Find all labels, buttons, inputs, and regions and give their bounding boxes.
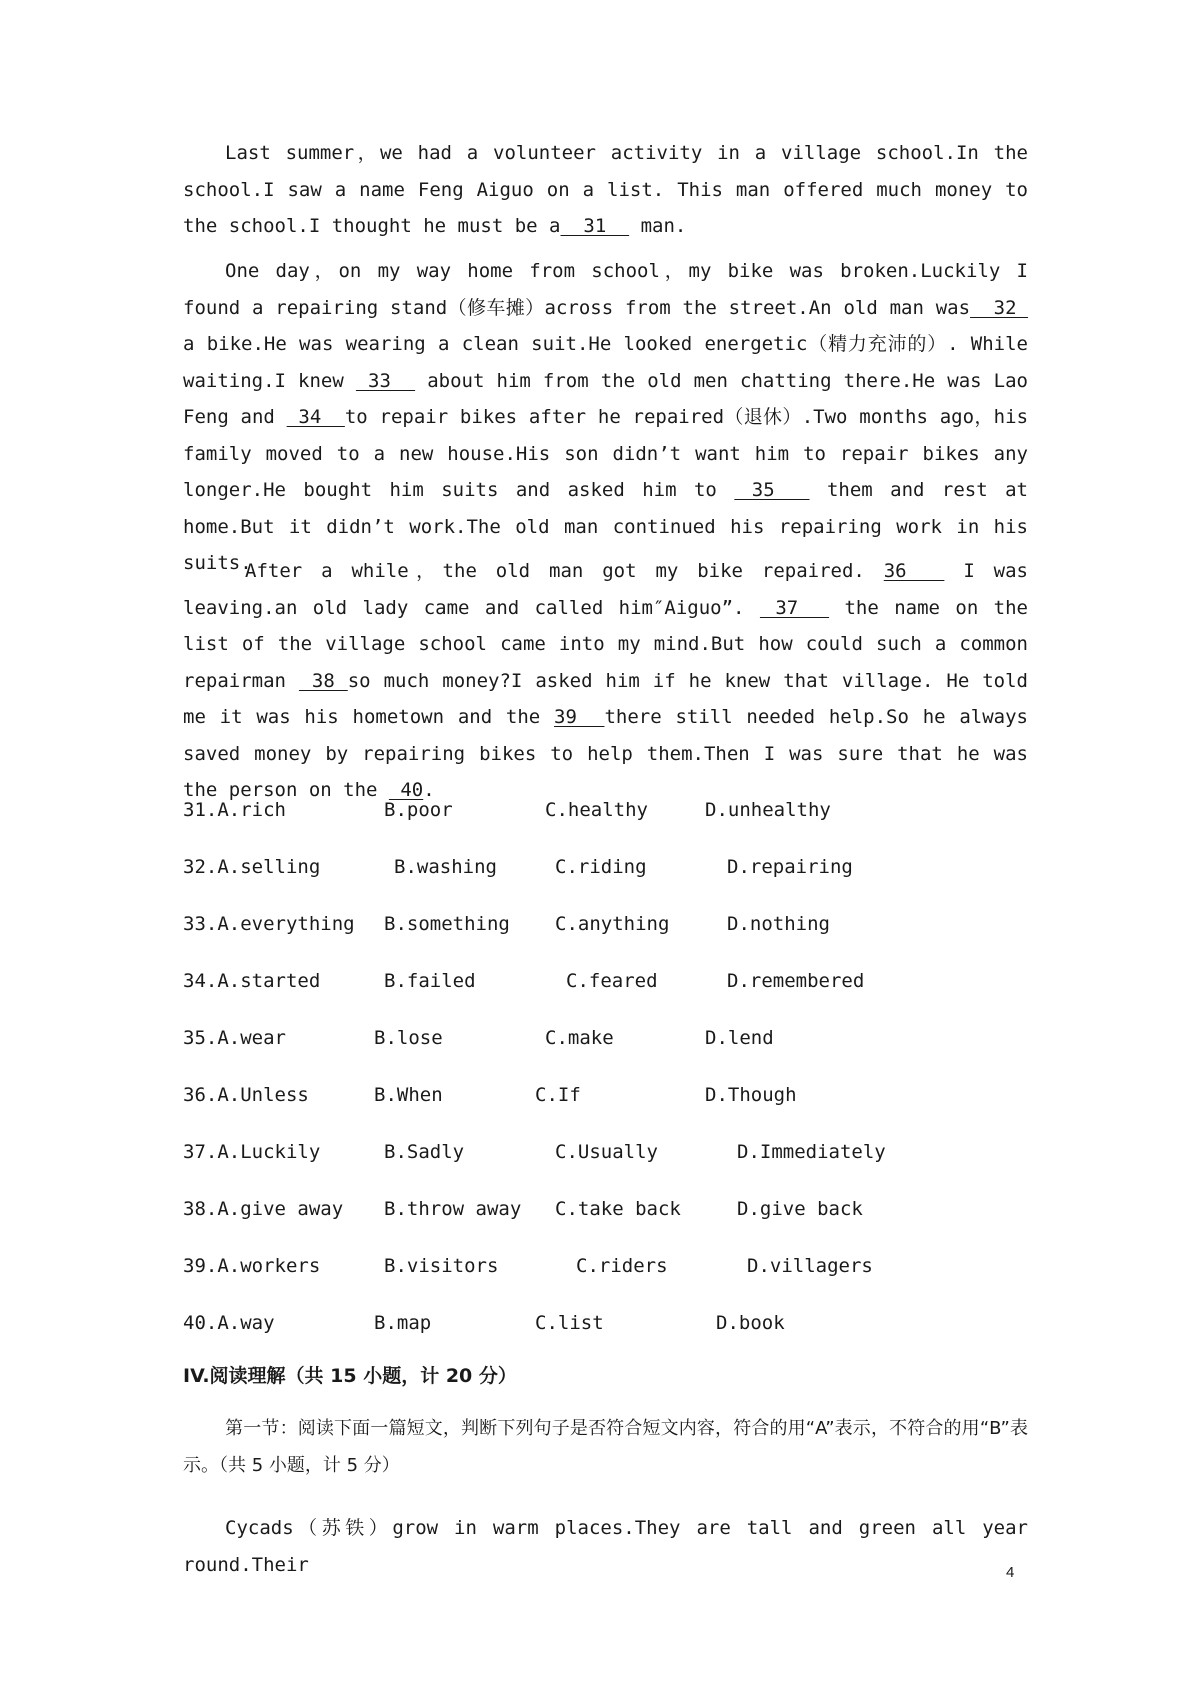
reading-passage-start — [183, 1510, 1028, 1583]
blank-33: 33 — [355, 369, 416, 392]
option-a: 34.A.started — [183, 970, 321, 992]
blank-31: 31 — [560, 215, 630, 237]
paragraph-text: Last summer，we had a volunteer activity in a village school.In the school.I saw a name Feng Aiguo on a list. This man offered much money to the school.I thought he must be a — [183, 142, 1028, 237]
paragraph-text: Cycads（苏铁）grow in warm places.They are tall and green all year round.Their — [183, 1517, 1028, 1576]
option-b: B.throw away — [384, 1198, 522, 1220]
option-a: 32.A.selling — [183, 856, 321, 878]
option-b: B.lose — [374, 1027, 443, 1049]
option-c: C.riders — [576, 1255, 668, 1277]
cloze-paragraph-2 — [183, 253, 1028, 582]
option-d: D.give back — [737, 1198, 863, 1220]
option-c: C.healthy — [545, 799, 648, 821]
paragraph-text: I was leaving.an old lady came and called him″Aiguo”. — [183, 560, 1028, 619]
page-number: 4 — [1006, 1564, 1015, 1581]
option-d: D.Immediately — [737, 1141, 886, 1163]
option-a: 37.A.Luckily — [183, 1141, 321, 1163]
paragraph-text: them and rest at home.But it didn’t work.The old man continued his repairing work in his suits. — [183, 479, 1028, 574]
section-title: IV.阅读理解（共 15 小题，计 20 分） — [183, 1365, 517, 1387]
instruction-text: 第一节：阅读下面一篇短文，判断下列句子是否符合短文内容，符合的用“A”表示，不符合的用“B”表示。（共 5 小题，计 5 分） — [183, 1418, 1028, 1476]
option-c: C.feared — [566, 970, 658, 992]
option-a: 39.A.workers — [183, 1255, 321, 1277]
blank-37: 37 — [759, 596, 830, 619]
option-c: C.If — [535, 1084, 581, 1106]
option-d: D.nothing — [727, 913, 830, 935]
paragraph-text: to repair bikes after he repaired（退休）.Two months ago，his family moved to a new house.His son didn’t want him to repair bikes any longer.He bought him suits and asked him to — [183, 406, 1029, 501]
option-a: 38.A.give away — [183, 1198, 344, 1220]
option-d: D.villagers — [747, 1255, 873, 1277]
option-c: C.make — [545, 1027, 614, 1049]
option-d: D.unhealthy — [705, 799, 831, 821]
blank-34: 34 — [286, 406, 345, 428]
option-a: 33.A.everything — [183, 913, 355, 935]
blank-35: 35 — [734, 479, 810, 501]
option-a: 36.A.Unless — [183, 1084, 309, 1106]
option-a: 31.A.rich — [183, 799, 286, 821]
option-b: B.washing — [394, 856, 497, 878]
option-a: 35.A.wear — [183, 1027, 286, 1049]
option-d: D.repairing — [727, 856, 853, 878]
paragraph-text: so much money?I asked him if he knew that village. He told me it was his hometown and the — [183, 669, 1028, 728]
option-d: D.remembered — [727, 970, 865, 992]
paragraph-text: the name on the list of the village school came into my mind.But how could such a common repairman — [183, 596, 1028, 692]
option-b: B.Sadly — [384, 1141, 465, 1163]
blank-36: 36 — [883, 560, 945, 582]
paragraph-text: a bike.He was wearing a clean suit.He looked energetic（精力充沛的）. While waiting.I knew — [183, 333, 1028, 392]
blank-32: 32 — [970, 296, 1029, 319]
option-d: D.Though — [705, 1084, 797, 1106]
paragraph-text: After a while，the old man got my bike repaired. — [245, 560, 884, 582]
option-b: B.poor — [384, 799, 453, 821]
option-d: D.lend — [705, 1027, 774, 1049]
paragraph-text: . — [423, 779, 435, 801]
option-b: B.something — [384, 913, 510, 935]
cloze-paragraph-1 — [183, 135, 1028, 245]
section-instruction — [183, 1410, 1028, 1484]
option-a: 40.A.way — [183, 1312, 275, 1334]
cloze-paragraph-3 — [183, 553, 1028, 809]
paragraph-text: there still needed help.So he always saved money by repairing bikes to help them.Then I was sure that he was the person on the — [183, 706, 1028, 801]
option-b: B.When — [374, 1084, 443, 1106]
blank-40: 40 — [388, 779, 424, 801]
option-c: C.list — [535, 1312, 604, 1334]
paragraph-text: man. — [629, 215, 687, 237]
option-b: B.visitors — [384, 1255, 499, 1277]
paragraph-text: about him from the old men chatting there.He was Lao Feng and — [183, 369, 1028, 428]
option-b: B.failed — [384, 970, 476, 992]
option-c: C.Usually — [555, 1141, 658, 1163]
option-c: C.riding — [555, 856, 647, 878]
option-b: B.map — [374, 1312, 432, 1334]
option-d: D.book — [716, 1312, 785, 1334]
option-c: C.anything — [555, 913, 670, 935]
blank-38: 38 — [298, 669, 348, 692]
paragraph-text: One day，on my way home from school，my bike was broken.Luckily I found a repairing stand（修车摊）across from the street.An old man was — [183, 260, 1028, 319]
option-c: C.take back — [555, 1198, 681, 1220]
blank-39: 39 — [554, 706, 605, 728]
